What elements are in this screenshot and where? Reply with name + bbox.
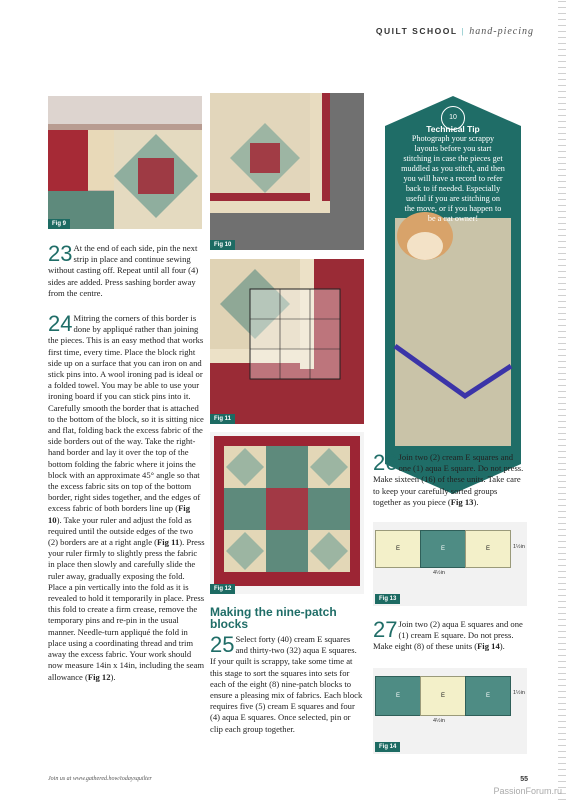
fig10-label: Fig 10 bbox=[210, 240, 235, 250]
step-24-number: 24 bbox=[48, 311, 73, 336]
step-27-text-a: Join two (2) aqua E squares and one (1) cream E square. Do not press. Make eight (8) of these units ( bbox=[373, 619, 523, 652]
fig12-photo bbox=[210, 432, 364, 594]
tip-title: Technical Tip bbox=[426, 124, 480, 134]
fig14-cell-label-3: E bbox=[485, 693, 490, 699]
fig12-illustration bbox=[210, 432, 364, 594]
section-title: Making the nine-patch blocks bbox=[210, 605, 337, 631]
step-25 bbox=[210, 634, 364, 735]
fig12-label: Fig 12 bbox=[210, 584, 235, 594]
fig10-illustration bbox=[210, 93, 364, 250]
step-24-text-d: ). bbox=[110, 671, 116, 682]
fig13-cell-cream-2 bbox=[465, 530, 511, 568]
fig13-cell-cream-1 bbox=[375, 530, 421, 568]
header-section: QUILT SCHOOL bbox=[375, 26, 458, 36]
fig9-illustration bbox=[48, 96, 202, 229]
tip-number: 10 bbox=[449, 114, 457, 121]
step-23 bbox=[48, 243, 202, 299]
step-25-number: 25 bbox=[210, 632, 235, 657]
fig13-label: Fig 13 bbox=[375, 594, 400, 604]
step-26-ref: Fig 13 bbox=[450, 496, 474, 507]
step-26 bbox=[373, 452, 527, 508]
fig13-cell-label-3: E bbox=[485, 546, 490, 552]
tip-text: Photograph your scrappy layouts before you start stitching in case the pieces get muddled as you stitch, and then you will have a record to refer back to if needed. Especially useful if you are stitching on the move, or if you happen to be a cat owner! bbox=[401, 134, 505, 223]
step-26-text-b: ). bbox=[473, 496, 479, 507]
fig13-width-label: 4½in bbox=[433, 570, 445, 576]
fig14-cell-label-1: E bbox=[395, 693, 400, 699]
fig13-cell-aqua bbox=[420, 530, 466, 568]
page-number: 55 bbox=[520, 776, 528, 783]
fig9-photo bbox=[48, 96, 202, 229]
fig10-photo bbox=[210, 93, 364, 250]
header-topic: hand-piecing bbox=[469, 26, 534, 37]
watermark: PassionForum.ru bbox=[493, 786, 562, 796]
fig14-width-label: 4½in bbox=[433, 718, 445, 724]
step-24-text-c: ). Press your ruler firmly to slightly press the fabric in place then slowly and carefully slide the ruler away, gradually exposing the fold. Place a pin vertically into the fold as it is revealed to hold it temporarily in place. Press this fold to create a firm crease, remove the temporary pins and re-pin in the usual manner. Needle-turn appliqué the fold in place using a coordinating thread and trim away the excess fabric. Your work should now measure 14in x 14in, including the seam allowance ( bbox=[48, 537, 205, 682]
fig13-cell-label-2: E bbox=[440, 546, 445, 552]
step-27-text-b: ). bbox=[499, 641, 505, 652]
fig13-height-label: 1½in bbox=[513, 544, 525, 550]
fig14-cell-cream bbox=[420, 676, 466, 716]
fig14-label: Fig 14 bbox=[375, 742, 400, 752]
fig14-cell-label-2: E bbox=[440, 693, 445, 699]
step-25-text: Select forty (40) cream E squares and thirty-two (32) aqua E squares. If your quilt is scrappy, take some time at this stage to sort the squares into sets for each of the eight (8) nine-patch blocks to ensure a pleasing mix of fabrics. Each block requires five (5) cream E squares and four (4) aqua E squares. Once selected, pin or clip each group together. bbox=[210, 634, 363, 734]
fig11-label: Fig 11 bbox=[210, 414, 235, 424]
step-23-number: 23 bbox=[48, 241, 73, 266]
step-27-number: 27 bbox=[373, 617, 398, 642]
header-separator: | bbox=[461, 26, 466, 36]
fig11-photo bbox=[210, 259, 364, 424]
step-27-ref: Fig 14 bbox=[477, 641, 500, 652]
page-grid-edge bbox=[558, 0, 566, 800]
fig14-height-label: 1½in bbox=[513, 690, 525, 696]
step-24-ref-fig10: Fig 10 bbox=[48, 503, 190, 525]
step-24-text-b: ). Take your ruler and adjust the fold as required until the outside edges of the two (2) borders are at a right angle ( bbox=[48, 514, 193, 548]
fig14-diagram bbox=[373, 668, 527, 754]
fig13-cell-label-1: E bbox=[395, 546, 400, 552]
fig11-illustration bbox=[210, 259, 364, 424]
step-26-number: 26 bbox=[373, 450, 398, 475]
fig13-diagram bbox=[373, 522, 527, 606]
step-27 bbox=[373, 619, 527, 653]
fig14-cell-aqua-1 bbox=[375, 676, 421, 716]
fig12-patches bbox=[224, 446, 350, 572]
step-24-text-a: Mitring the corners of this border is done by appliqué rather than joining the pieces. This is an easy method that works first time, every time. Place the block right side up on a surface that you can iron on and stick pins into. A wool ironing pad is ideal or a folded towel. You may be able to use your ironing board if you can stick pins into it. Carefully smooth the border that is attached to the bottom of the block, so it is sitting nice and flat, folding back the excess fabric of the side borders out of the way. Take the right-hand border and lay it over the top of the bottom folding the fabric where it joins the block with an approximate 45° angle so that the excess fabric sits on top of the bottom border, right sides together, and the edges of excess fabric of both borders line up ( bbox=[48, 313, 204, 514]
step-24-ref-fig11: Fig 11 bbox=[157, 537, 180, 548]
step-23-text: At the end of each side, pin the next strip in place and continue sewing without casting off. Repeat until all four (4) sides are added. Press sashing border away from the centre. bbox=[48, 243, 199, 298]
fig9-label: Fig 9 bbox=[48, 219, 70, 229]
step-26-text-a: Join two (2) cream E squares and one (1) aqua E square. Do not press. Make sixteen (16) of these units. Take care to keep your carefully sorted groups together as you piece ( bbox=[373, 452, 524, 507]
step-24-ref-fig12: Fig 12 bbox=[87, 671, 111, 682]
running-header bbox=[376, 26, 534, 37]
technical-tip-panel bbox=[385, 96, 521, 494]
fig14-cell-aqua-2 bbox=[465, 676, 511, 716]
footer-website: Join us at www.gathered.how/todaysquilter bbox=[48, 776, 152, 782]
step-24 bbox=[48, 313, 205, 683]
